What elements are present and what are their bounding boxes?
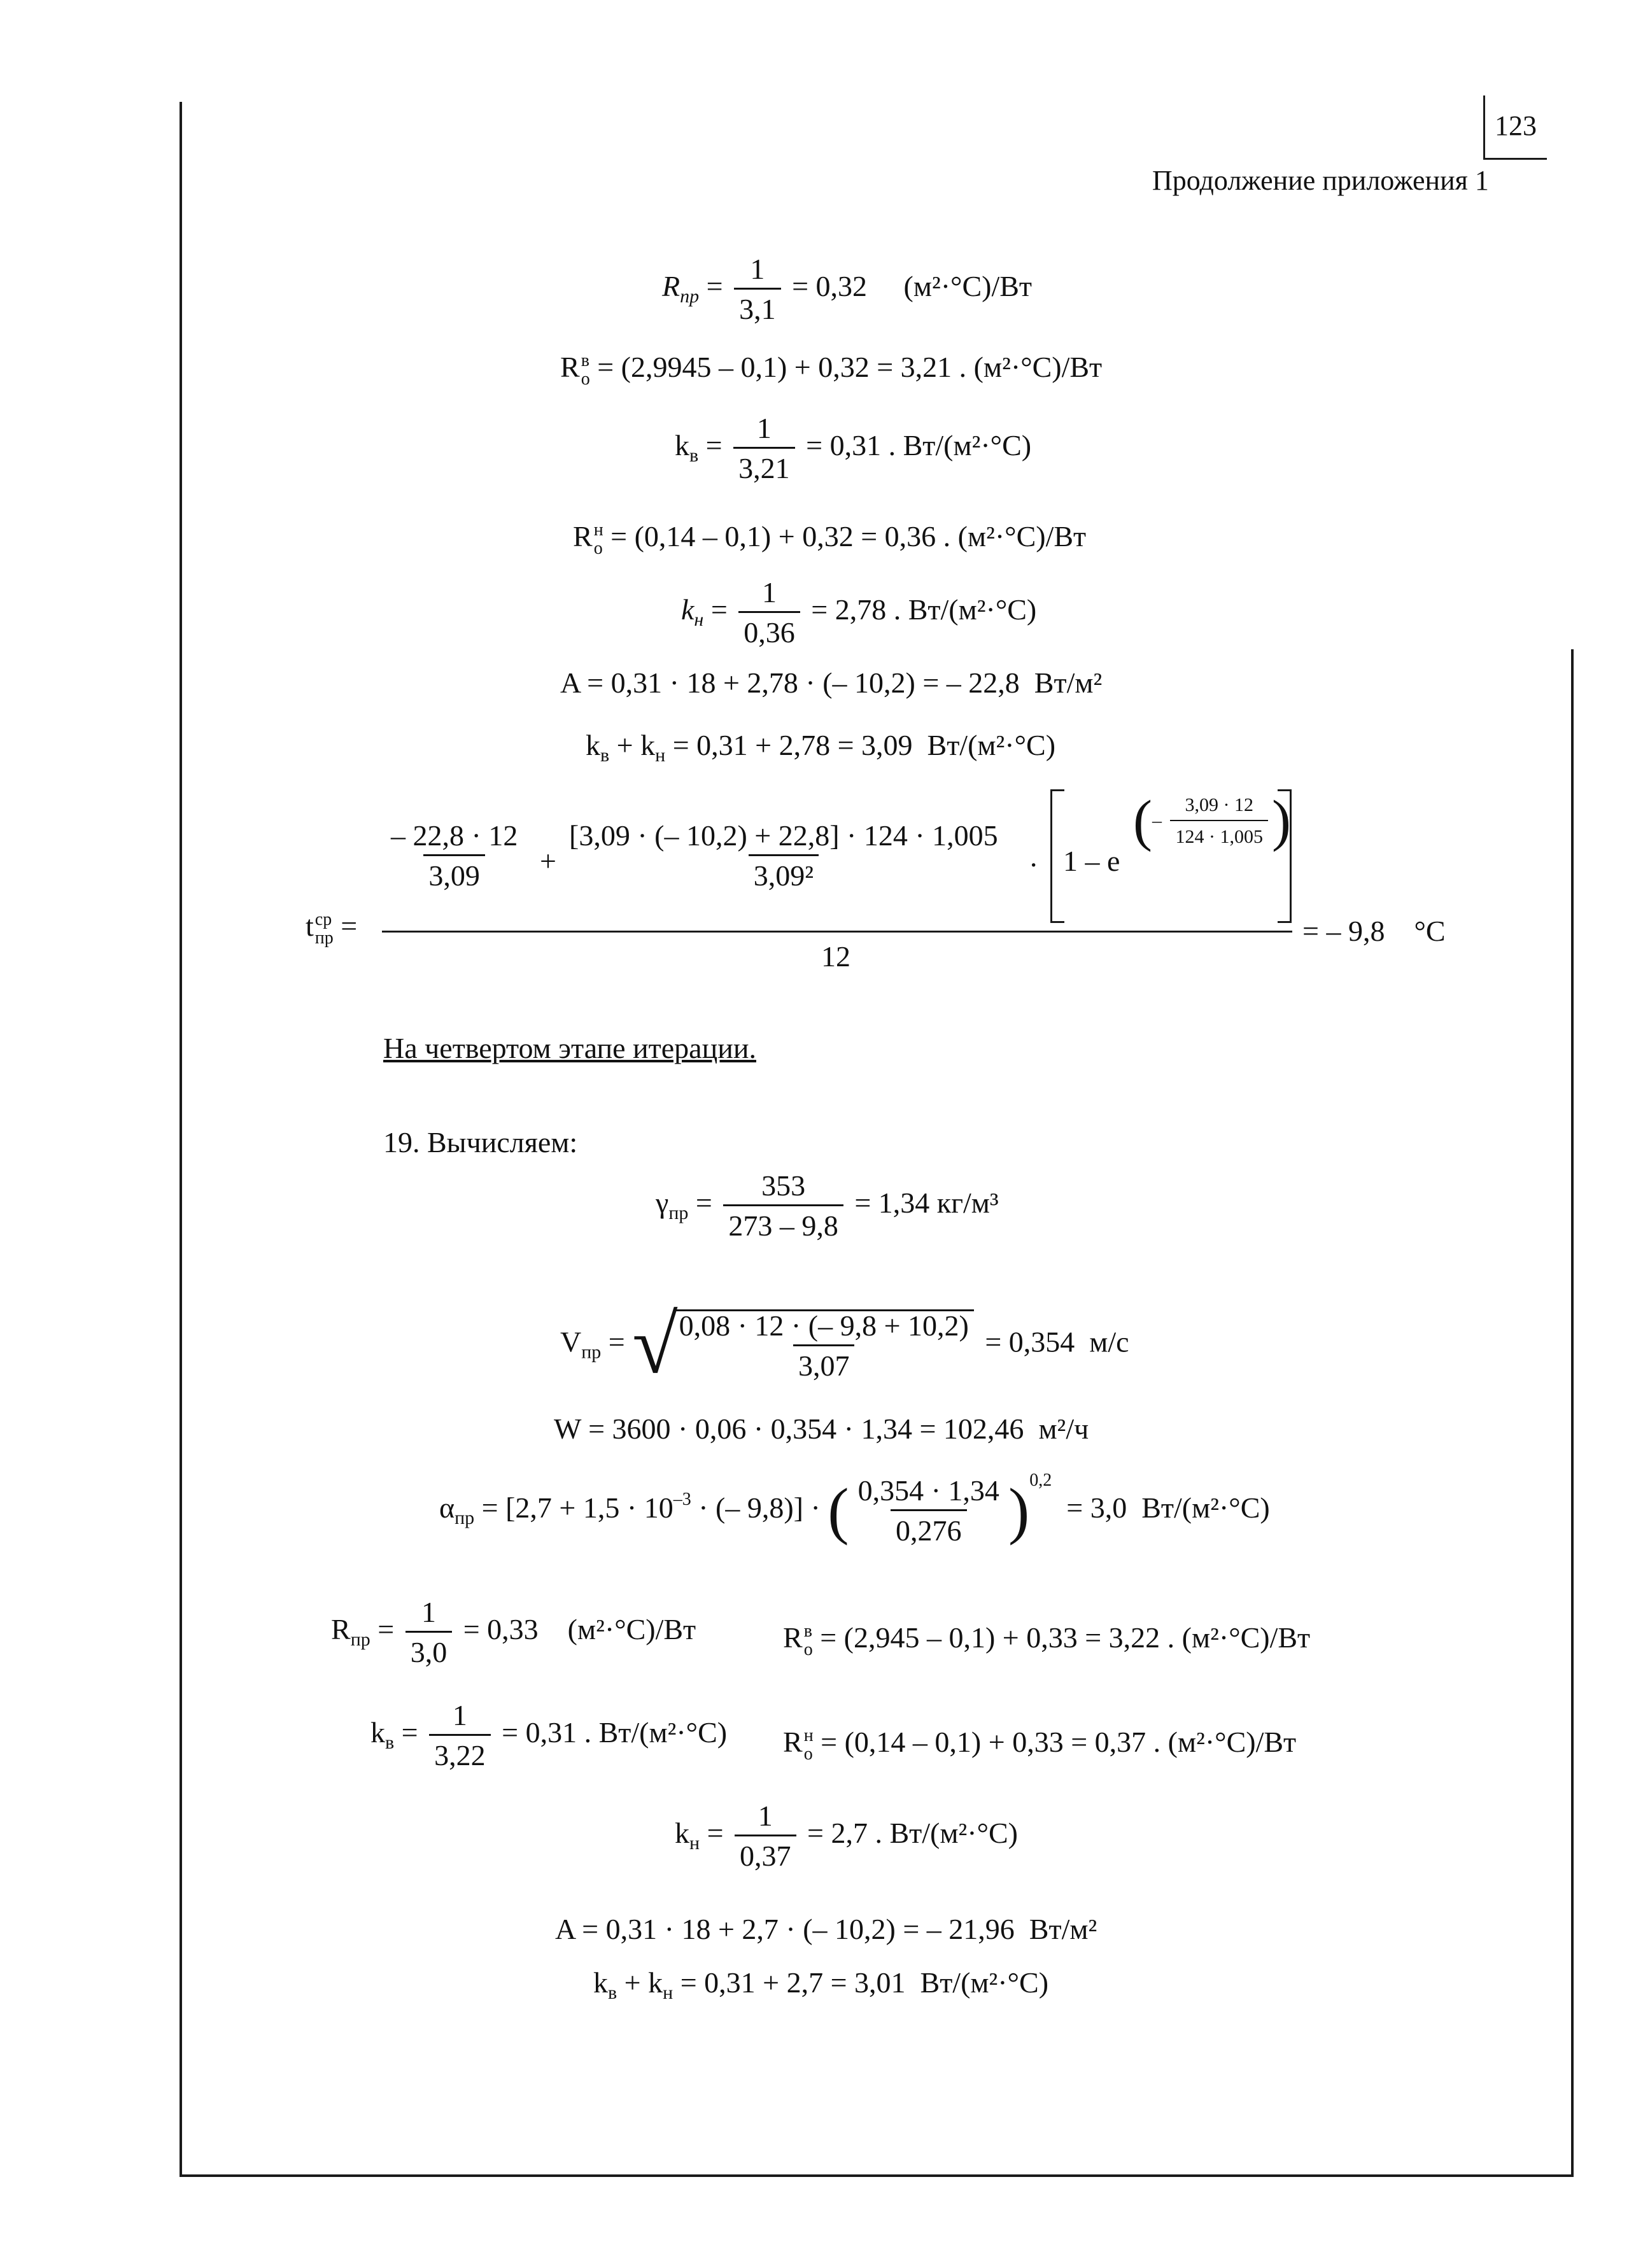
frame-left-border (180, 102, 182, 2177)
eq-v: $V_{пр}$ = √ $\frac{0,08 \cdot 12 \cdot (- 9,8 + 10,2)}{3,07}$ = 0,354 м/с (560, 1299, 1129, 1391)
t-formula-denominator: 12 (821, 940, 850, 973)
t-formula-dot: · (1029, 849, 1039, 881)
eq-k-v-1: $k_в$ = $\frac{1}{3,21}$ = 0,31 . Вт/(м²·°С) (675, 412, 1032, 484)
eq-r-o-v-1: R в о = (2,9945 – 0,1) + 0,32 = 3,21 . (м²·°С)/Вт (560, 350, 1103, 390)
eq-k-sum-2: $k_в + k_н = 0,31 + 2,7 = 3,01$ Вт/(м²·°С) (593, 1966, 1049, 2003)
eq-r-o-n-1: R н о = (0,14 – 0,1) + 0,32 = 0,36 . (м²·°С)/Вт (573, 519, 1087, 559)
eq-alpha: $\alpha_{пр} = [2,7 + 1,5 \cdot 10^{-3}$ · (– 9,8)] · ( $\frac{0,354 \cdot 1,34}{0,276}$ )$^{0,2}$ = 3,0 Вт/(м²·°С) (439, 1470, 1270, 1547)
eq-r-o-n-2: R н о = (0,14 – 0,1) + 0,33 = 0,37 . (м²·°С)/Вт (783, 1725, 1297, 1764)
page-number-box-bottom (1483, 158, 1547, 160)
page-header: Продолжение приложения 1 (1152, 165, 1489, 196)
frame-bottom-border (180, 2174, 1574, 2177)
one-minus-e: 1 – e (1063, 845, 1120, 877)
t-formula-frac1: $\frac{- 22,8 \cdot 12}{3,09}$ (391, 819, 518, 892)
eq-r-pr-2: $R_{пр}$ = $\frac{1}{3,0}$ = 0,33 (м²·°С)/Вт (331, 1596, 696, 1668)
t-formula-frac2: $\frac{[3,09 \cdot (- 10,2) + 22,8] \cdot 124 \cdot 1,005}{\text{3,09²}}$ (569, 819, 998, 892)
frame-right-border (1571, 649, 1574, 2177)
eq-k-sum-1: $k_в + k_н = 0,31 + 2,78 = 3,09$ Вт/(м²·°С) (586, 729, 1056, 766)
step-label: 19. Вычисляем: (383, 1126, 578, 1159)
t-formula-result: = – 9,8 °С (1302, 915, 1446, 947)
t-pr-lhs: t ср пр = (306, 909, 358, 948)
eq-k-n-2: $k_н$ = $\frac{1}{0,37}$ = 2,7 . Вт/(м²·°С) (675, 1800, 1018, 1872)
eq-r-o-v-2: R в о = (2,945 – 0,1) + 0,33 = 3,22 . (м²·°С)/Вт (783, 1621, 1311, 1660)
eq-k-n-1: $k_н$ = $\frac{1}{0,36}$ = 2,78 . Вт/(м²·°С) (681, 576, 1037, 649)
eq-gamma: $\gamma_{пр}$ = $\frac{353}{273 - 9,8}$ = 1,34 кг/м³ (656, 1169, 999, 1242)
bracket-right-bottom (1278, 921, 1292, 923)
t-formula-main-bar (382, 931, 1292, 933)
page-number: 123 (1495, 110, 1537, 141)
bracket-left-vert (1050, 789, 1052, 923)
eq-a-2: A = 0,31 · 18 + 2,7 · (– 10,2) = – 21,96 Вт/м² (555, 1913, 1097, 1945)
bracket-left-bottom (1050, 921, 1064, 923)
bracket-left-top (1050, 789, 1064, 791)
eq-k-v-2: $k_в$ = $\frac{1}{3,22}$ = 0,31 . Вт/(м²·°С) (370, 1699, 728, 1771)
section-title: На четвертом этапе итерации. (383, 1032, 756, 1064)
eq-a-1: A = 0,31 · 18 + 2,78 · (– 10,2) = – 22,8 Вт/м² (560, 666, 1103, 699)
exponent-group: (– $\frac{3,09 \cdot 12}{124 \cdot 1,005}$ ) (1133, 789, 1291, 852)
t-formula-plus: + (540, 845, 556, 877)
page-number-box-left (1483, 95, 1485, 159)
eq-r-pr-1: $R_{пр}$ = $\frac{1}{3,1}$ = 0,32 (м²·°С)/Вт (662, 253, 1033, 325)
eq-w: W = 3600 · 0,06 · 0,354 · 1,34 = 102,46 м²/ч (554, 1412, 1089, 1445)
